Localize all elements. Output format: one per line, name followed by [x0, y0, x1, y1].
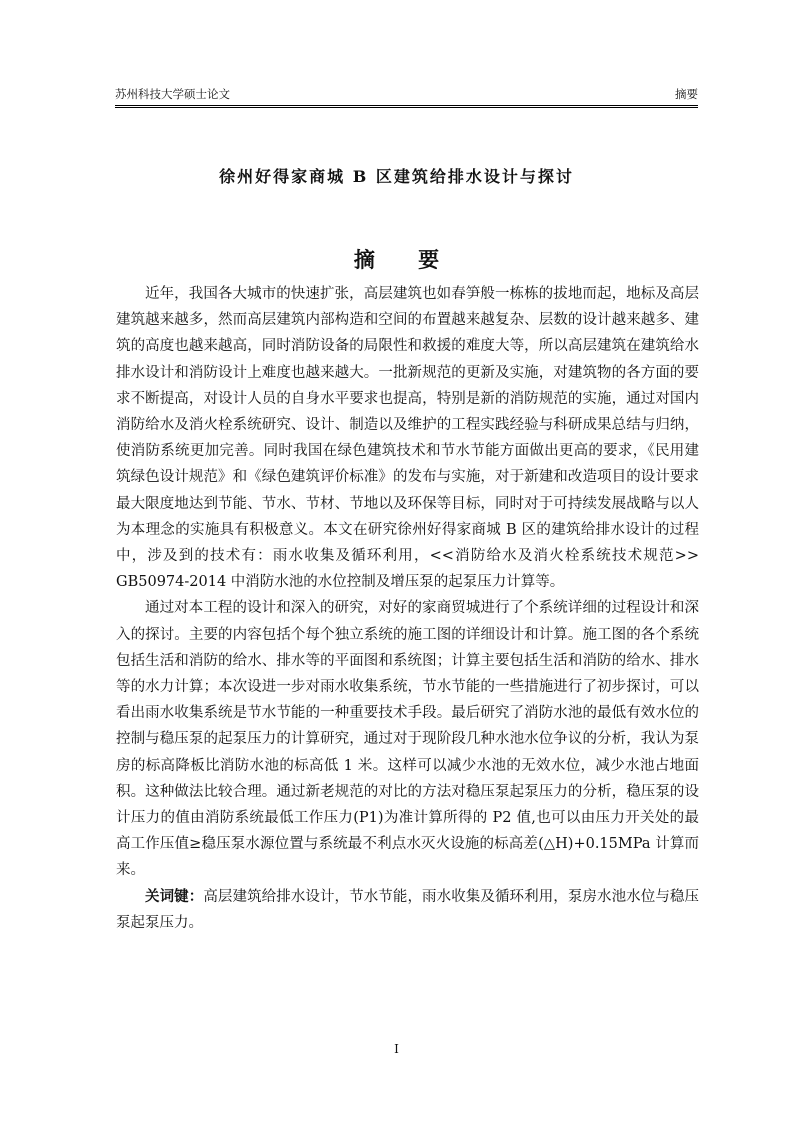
abstract-heading: 摘 要 [353, 247, 458, 272]
abstract-paragraph: 通过对本工程的设计和深入的研究，对好的家商贸城进行了个系统详细的过程设计和深入的探讨。主要的内容包括个每个独立系统的施工图的详细设计和计算。施工图的各个系统包括生活和消防的给水、排水等的平面图和系统图；计算主要包括生活和消防的给水、排水等的水力计算；本次设进一步对雨水收集系统，节水节能的一些措施进行了初步探讨，可以看出雨水收集系统是节水节能的一种重要技术手段。最后研究了消防水池的最低有效水位的控制与稳压泵的起泵压力的计算研究，通过对于现阶段几种水池水位争议的分析，我认为泵房的标高降板比消防水池的标高低 1 米。这样可以减少水池的无效水位，减少水池占地面积。这种做法比较合理。通过新老规范的对比的方法对稳压泵起泵压力的分析，稳压泵的设计压力的值由消防系统最低工作压力(P1)为准计算所得的 P2 值,也可以由压力开关处的最高工作压值≥稳压泵水源位置与系统最不利点水灭火设施的标高差(△H)+0.15MPa 计算而来。 [116, 600, 699, 879]
keywords-label: 关词键： [145, 887, 204, 905]
page-number: I [394, 1042, 399, 1056]
abstract-body [116, 281, 699, 936]
keywords-line [116, 884, 699, 936]
header-divider [115, 105, 698, 108]
header-section: 摘要 [675, 87, 698, 101]
abstract-paragraph: 近年，我国各大城市的快速扩张，高层建筑也如春笋般一栋栋的拔地而起，地标及高层建筑越来越多，然而高层建筑内部构造和空间的布置越来越复杂、层数的设计越来越多、建筑的高度也越来越高，同时消防设备的局限性和救援的难度大等，所以高层建筑在建筑给水排水设计和消防设计上难度也越来越大。一批新规范的更新及实施，对建筑物的各方面的要求不断提高，对设计人员的自身水平要求也提高，特别是新的消防规范的实施，通过对国内消防给水及消火栓系统研究、设计、制造以及维护的工程实践经验与科研成果总结与归纳，使消防系统更加完善。同时我国在绿色建筑技术和节水节能方面做出更高的要求，《民用建筑绿色设计规范》和《绿色建筑评价标准》的发布与实施，对于新建和改造项目的设计要求最大限度地达到节能、节水、节材、节地以及环保等目标，同时对于可持续发展战略与以人为本理念的实施具有积极意义。本文在研究徐州好得家商城 B 区的建筑给排水设计的过程中，涉及到的技术有：雨水收集及循环利用，<<消防给水及消火栓系统技术规范>> GB50974-2014 中消防水池的水位控制及增压泵的起泵压力计算等。 [116, 286, 699, 591]
thesis-title: 徐州好得家商城 B 区建筑给排水设计与探讨 [219, 167, 574, 186]
header-university: 苏州科技大学硕士论文 [115, 87, 230, 101]
keywords-text: 高层建筑给排水设计，节水节能，雨水收集及循环利用，泵房水池水位与稳压泵起泵压力。 [116, 888, 700, 931]
